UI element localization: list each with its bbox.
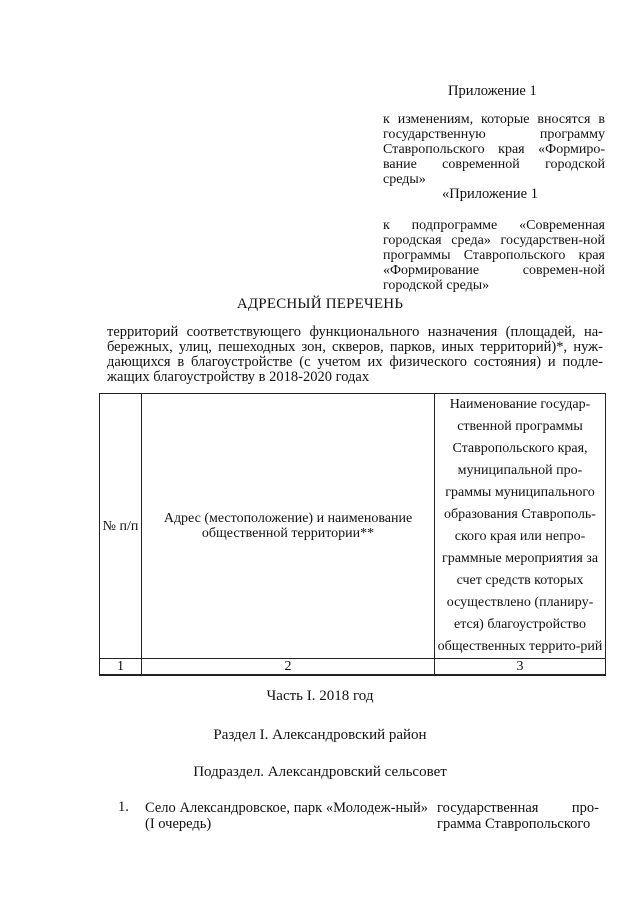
part-heading: Часть I. 2018 год	[266, 688, 374, 704]
page-title: АДРЕСНЫЙ ПЕРЕЧЕНЬ	[236, 296, 404, 312]
appendix-1-body: к изменениям, которые вносятся в государственную программу Ставропольского края «Формиро-вание современной городской среды»	[383, 112, 605, 187]
row-address: Село Александровское, парк «Молодеж-ный» (I очередь)	[145, 800, 428, 832]
row-program: государственная про-грамма Ставропольского	[437, 800, 599, 832]
table-column-numbers-row	[100, 659, 606, 676]
subsection-heading: Подраздел. Александровский сельсовет	[193, 764, 447, 780]
section-heading: Раздел I. Александровский район	[213, 727, 427, 743]
col-header-program: Наименование государ-ственной программы Ставропольского края, муниципальной про-граммы муниципального образования Ставрополь-ского края или непро-граммные мероприятия за счет средств которых осуществлено (планиру-ется) благоустройство общественных террито-рий	[435, 394, 606, 659]
col-number-1: 1	[100, 659, 142, 676]
appendix-2-title: «Приложение 1	[442, 186, 538, 202]
address-table	[99, 393, 606, 676]
col-number-2: 2	[142, 659, 435, 676]
row-number: 1.	[118, 799, 129, 815]
page-subtitle: территорий соответствующего функционального назначения (площадей, на-бережных, улиц, пешеходных зон, скверов, парков, иных территорий)*, нуж-дающихся в благоустройстве (с учетом их физического состояния) и подле-жащих благоустройству в 2018-2020 годах	[107, 324, 603, 385]
col-number-3: 3	[435, 659, 606, 676]
appendix-1-title: Приложение 1	[448, 83, 537, 99]
appendix-2-body: к подпрограмме «Современная городская среда» государствен-ной программы Ставропольского края «Формирование современ-ной городской среды»	[383, 218, 605, 293]
table-header-row	[100, 394, 606, 659]
col-header-address: Адрес (местоположение) и наименование общественной территории**	[142, 394, 435, 659]
col-header-number: № п/п	[100, 394, 142, 659]
